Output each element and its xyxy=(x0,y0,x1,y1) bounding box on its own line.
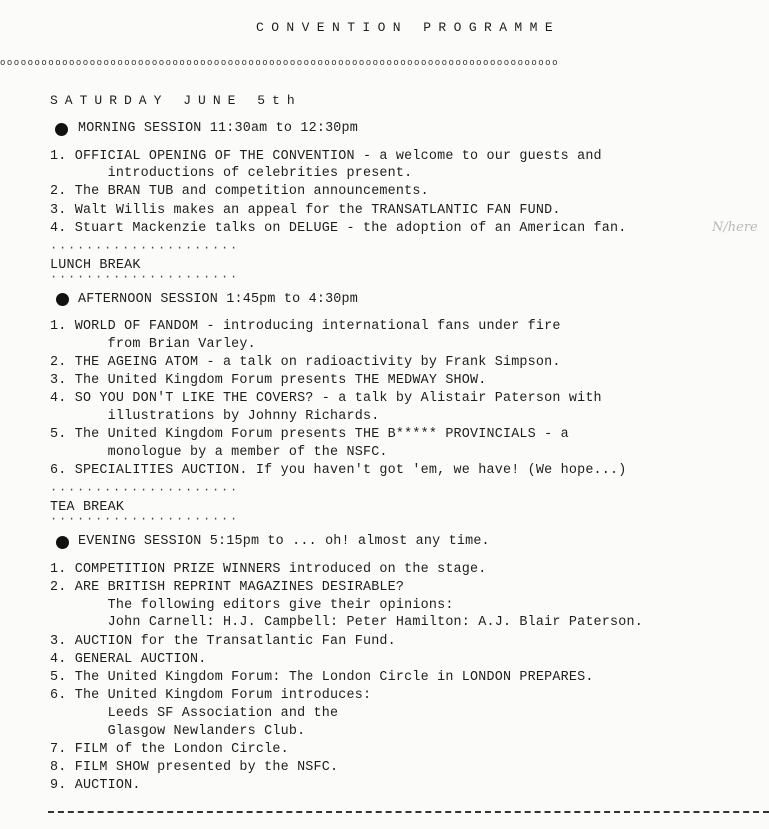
afternoon-item: monologue by a member of the NSFC. xyxy=(50,445,388,460)
evening-item: 4. GENERAL AUCTION. xyxy=(50,652,207,667)
bullet-icon xyxy=(55,123,68,136)
bullet-icon xyxy=(56,536,69,549)
evening-item: Leeds SF Association and the xyxy=(50,706,339,721)
morning-session-header: MORNING SESSION 11:30am to 12:30pm xyxy=(78,121,359,136)
day-heading: SATURDAY JUNE 5th xyxy=(50,93,302,108)
morning-item: 1. OFFICIAL OPENING OF THE CONVENTION - a welcome to our guests and xyxy=(50,149,602,164)
evening-item: 2. ARE BRITISH REPRINT MAGAZINES DESIRABLE? xyxy=(50,580,405,595)
afternoon-item: 3. The United Kingdom Forum presents THE MEDWAY SHOW. xyxy=(50,373,487,388)
afternoon-item: 2. THE AGEING ATOM - a talk on radioactivity by Frank Simpson. xyxy=(50,355,561,370)
afternoon-item: 4. SO YOU DON'T LIKE THE COVERS? - a talk by Alistair Paterson with xyxy=(50,391,602,406)
evening-item: 1. COMPETITION PRIZE WINNERS introduced on the stage. xyxy=(50,562,487,577)
handwritten-note: N/here xyxy=(712,220,758,235)
evening-item: The following editors give their opinions: xyxy=(50,598,454,613)
morning-item: 4. Stuart Mackenzie talks on DELUGE - the adoption of an American fan. xyxy=(50,221,627,236)
morning-item: introductions of celebrities present. xyxy=(50,166,413,181)
evening-item: 7. FILM of the London Circle. xyxy=(50,742,289,757)
evening-item: 3. AUCTION for the Transatlantic Fan Fund. xyxy=(50,634,396,649)
dotted-divider: ····················· xyxy=(50,241,240,255)
dotted-divider: ····················· xyxy=(50,270,240,284)
morning-item: 2. The BRAN TUB and competition announcements. xyxy=(50,184,429,199)
page-title: CONVENTION PROGRAMME xyxy=(256,20,561,35)
lunch-break-label: LUNCH BREAK xyxy=(50,258,141,273)
tea-break-label: TEA BREAK xyxy=(50,500,125,515)
afternoon-item: 1. WORLD OF FANDOM - introducing international fans under fire xyxy=(50,319,561,334)
dotted-divider: ····················· xyxy=(50,483,240,497)
morning-item: 3. Walt Willis makes an appeal for the TRANSATLANTIC FAN FUND. xyxy=(50,203,561,218)
afternoon-session-header: AFTERNOON SESSION 1:45pm to 4:30pm xyxy=(78,292,359,307)
evening-item: 9. AUCTION. xyxy=(50,778,141,793)
afternoon-item: illustrations by Johnny Richards. xyxy=(50,409,380,424)
afternoon-item: from Brian Varley. xyxy=(50,337,256,352)
ornament-rule: ooooooooooooooooooooooooooooooooooooooooooooooooooooooooooooooooooooooooooooooooo xyxy=(0,58,559,68)
bottom-dashed-rule xyxy=(48,811,769,813)
afternoon-item: 5. The United Kingdom Forum presents THE B***** PROVINCIALS - a xyxy=(50,427,569,442)
evening-item: 6. The United Kingdom Forum introduces: xyxy=(50,688,372,703)
evening-item: 5. The United Kingdom Forum: The London Circle in LONDON PREPARES. xyxy=(50,670,594,685)
evening-item: 8. FILM SHOW presented by the NSFC. xyxy=(50,760,339,775)
evening-item: John Carnell: H.J. Campbell: Peter Hamilton: A.J. Blair Paterson. xyxy=(50,615,643,630)
afternoon-item: 6. SPECIALITIES AUCTION. If you haven't got 'em, we have! (We hope...) xyxy=(50,463,627,478)
bullet-icon xyxy=(56,293,69,306)
evening-session-header: EVENING SESSION 5:15pm to ... oh! almost any time. xyxy=(78,534,490,549)
evening-item: Glasgow Newlanders Club. xyxy=(50,724,306,739)
dotted-divider: ····················· xyxy=(50,512,240,526)
